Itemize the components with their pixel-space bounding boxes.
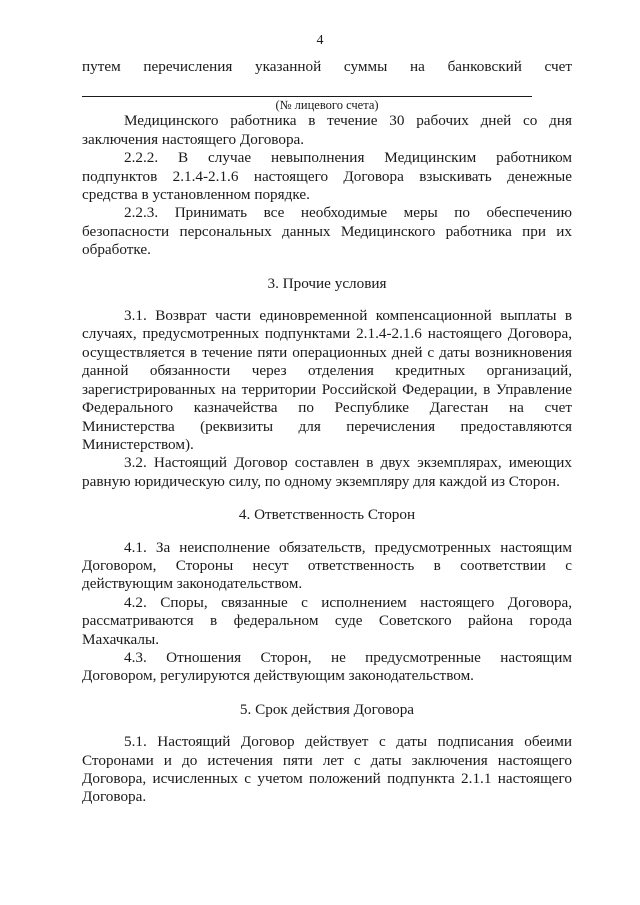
paragraph-4-1: [82, 539, 572, 594]
paragraph-2-2-3: [82, 204, 572, 259]
paragraph-line: Сторонами и до истечения пяти лет с даты заключения настоящего: [82, 751, 572, 769]
paragraph-payment-term: [82, 112, 572, 149]
paragraph-line: зарегистрированных на территории Российской Федерации, в Управление: [82, 380, 572, 398]
section-heading: 5. Срок действия Договора: [239, 700, 415, 718]
paragraph-line: обработке.: [82, 241, 151, 259]
page-number: 4: [316, 33, 324, 48]
paragraph-2-2-2: [82, 149, 572, 204]
paragraph-line: равную юридическую силу, по одному экземпляру для каждой из Сторон.: [82, 472, 560, 490]
paragraph-line: случаях, предусмотренных подпунктами 2.1.4-2.1.6 настоящего Договора,: [82, 325, 572, 343]
paragraph-line: средства в установленном порядке.: [82, 186, 310, 204]
paragraph-line: подпунктов 2.1.4-2.1.6 настоящего Договора взыскивать денежные: [82, 167, 572, 185]
paragraph-5-1: [82, 733, 572, 807]
paragraph-line: Договора, исчисленных с учетом положений подпункта 2.1.1 настоящего: [82, 770, 572, 787]
paragraph-line: действующим законодательством.: [82, 575, 303, 593]
section-heading: 4. Ответственность Сторон: [238, 506, 416, 524]
account-number-blank-line: [82, 96, 532, 97]
paragraph-line: 3.1. Возврат части единовременной компенсационной выплаты в: [124, 307, 572, 325]
paragraph-line: Договора.: [82, 788, 147, 806]
paragraph-4-2: [82, 594, 572, 649]
paragraph-3-2: [82, 454, 572, 491]
paragraph-line: Министерства (реквизиты для перечисления предоставляются: [82, 417, 572, 435]
document-body: [82, 58, 572, 807]
paragraph-line: безопасности персональных данных Медицинского работника при их: [82, 222, 572, 240]
paragraph-line: 3.2. Настоящий Договор составлен в двух экземплярах, имеющих: [124, 454, 572, 472]
paragraph-line: 4.2. Споры, связанные с исполнением настоящего Договора,: [124, 593, 572, 611]
paragraph-line: осуществляется в течение пяти операционных дней с даты возникновения: [82, 343, 572, 361]
paragraph-line: рассматриваются в федеральном суде Советского района города: [82, 612, 572, 630]
paragraph-line: 2.2.2. В случае невыполнения Медицинским работником: [124, 149, 572, 167]
paragraph-line: Махачкалы.: [82, 630, 160, 648]
paragraph-line: Договором, Стороны несут ответственность в соответствии с: [82, 556, 572, 574]
paragraph-line: 4.1. За неисполнение обязательств, предусмотренных настоящим: [124, 538, 572, 556]
paragraph-line: заключения настоящего Договора.: [82, 130, 305, 148]
paragraph-line: Договором, регулируются действующим законодательством.: [82, 667, 474, 685]
paragraph-line: данной обязанности через отделения кредитных организаций,: [82, 362, 572, 380]
paragraph-line: 4.3. Отношения Сторон, не предусмотренные настоящим: [124, 648, 572, 666]
paragraph-4-3: [82, 649, 572, 686]
paragraph-3-1: [82, 307, 572, 454]
paragraph-line: путем перечисления указанной суммы на банковский счет: [82, 58, 572, 75]
account-number-caption: (№ лицевого счета): [275, 98, 379, 113]
paragraph-line: Медицинского работника в течение 30 рабочих дней со дня: [124, 112, 572, 130]
paragraph-line: Министерством).: [82, 435, 194, 453]
paragraph-line: 5.1. Настоящий Договор действует с даты подписания обеими: [124, 733, 572, 751]
section-heading: 3. Прочие условия: [267, 274, 387, 292]
paragraph-line: Федерального казначейства по Республике Дагестан на счет: [82, 399, 572, 417]
paragraph-line: 2.2.3. Принимать все необходимые меры по обеспечению: [124, 204, 572, 222]
